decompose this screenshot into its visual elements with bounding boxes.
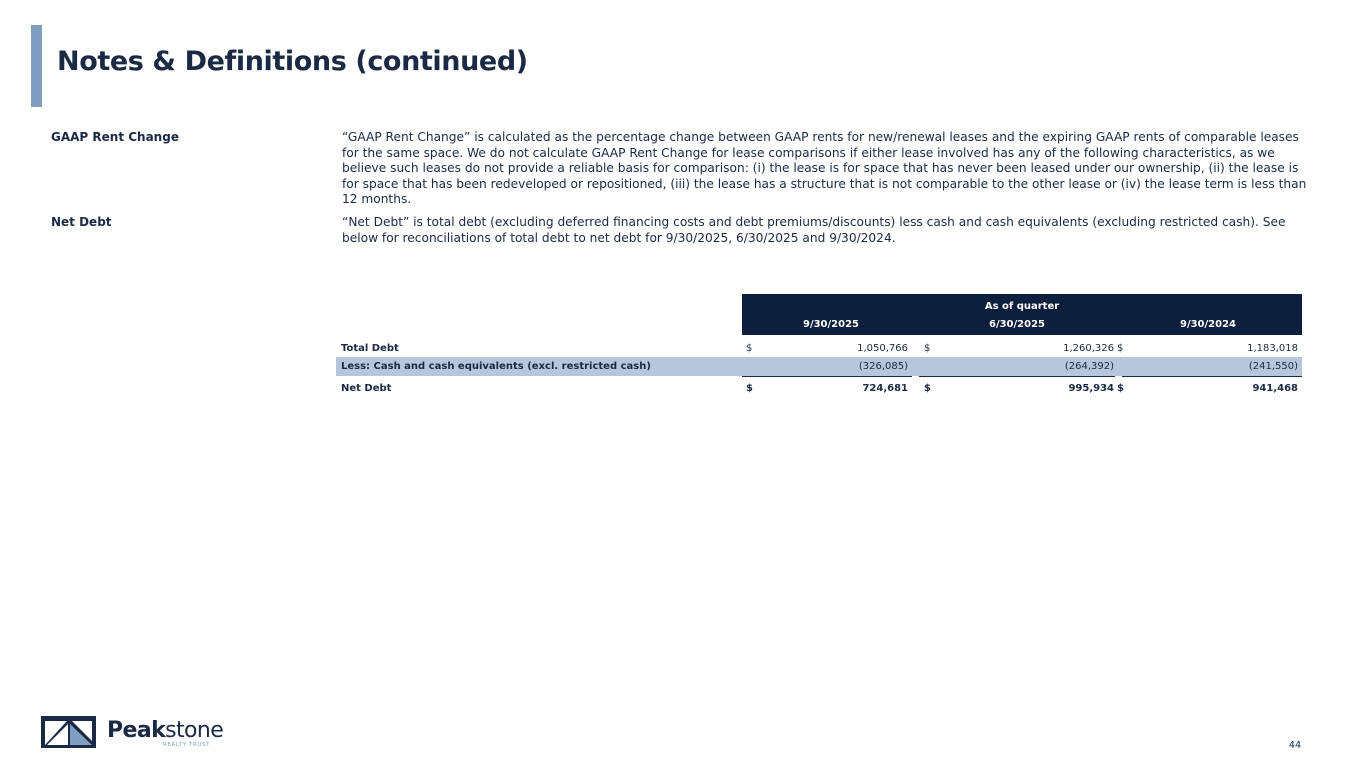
currency-symbol: $ bbox=[746, 383, 753, 394]
table-cell: 724,681 bbox=[862, 383, 908, 394]
table-header bbox=[742, 294, 1302, 335]
table-cell: (326,085) bbox=[858, 361, 908, 372]
column-header: 9/30/2024 bbox=[1179, 319, 1236, 330]
peakstone-mountain-icon bbox=[41, 716, 96, 748]
logo-tagline: REALTY TRUST bbox=[163, 742, 211, 748]
table-cell: 1,183,018 bbox=[1247, 343, 1298, 354]
table-row-net-debt bbox=[336, 379, 1302, 398]
definition-term: GAAP Rent Change bbox=[51, 130, 179, 144]
definition-text: “GAAP Rent Change” is calculated as the percentage change between GAAP rents for new/renewal leases and the expiring GAAP rents of comparable leases for the same space. We do not calculate GAAP Rent Change for lease comparisons if either lease involved has any of the following characteristics, as we believe such leases do not provide a reliable basis for comparison: (i) the lease is for space that has never been leased under our ownership, (ii) the lease is for space that has been redeveloped or repositioned, (iii) the lease has a structure that is not comparable to the other lease or (iv) the lease term is less than 12 months. bbox=[342, 130, 1307, 206]
title-accent-bar bbox=[31, 25, 42, 107]
table-cell: 1,050,766 bbox=[857, 343, 908, 354]
subtotal-rule bbox=[742, 376, 912, 377]
row-label: Total Debt bbox=[341, 343, 399, 354]
row-label: Less: Cash and cash equivalents (excl. restricted cash) bbox=[341, 361, 651, 372]
page-title: Notes & Definitions (continued) bbox=[57, 46, 528, 77]
table-cell: (264,392) bbox=[1064, 361, 1114, 372]
table-cell: (241,550) bbox=[1248, 361, 1298, 372]
table-group-header: As of quarter bbox=[984, 301, 1060, 312]
table-cell: 941,468 bbox=[1252, 383, 1298, 394]
currency-symbol: $ bbox=[924, 343, 931, 354]
table-row-less-cash bbox=[336, 357, 1302, 376]
currency-symbol: $ bbox=[746, 343, 753, 354]
subtotal-rule bbox=[1122, 376, 1302, 377]
subtotal-rule bbox=[919, 376, 1115, 377]
page-number: 44 bbox=[1288, 740, 1301, 751]
logo-wordmark-bold: Peak bbox=[107, 718, 166, 743]
column-header: 9/30/2025 bbox=[802, 319, 859, 330]
logo-wordmark-light: stone bbox=[165, 718, 224, 743]
table-cell: 995,934 bbox=[1068, 383, 1114, 394]
currency-symbol: $ bbox=[1117, 383, 1124, 394]
table-cell: 1,260,326 bbox=[1063, 343, 1114, 354]
definition-term: Net Debt bbox=[51, 215, 112, 229]
row-label: Net Debt bbox=[341, 383, 392, 394]
table-row-total-debt bbox=[336, 339, 1302, 358]
definition-text: “Net Debt” is total debt (excluding deferred financing costs and debt premiums/discounts) less cash and cash equivalents (excluding restricted cash). See below for reconciliations of total debt to net debt for 9/30/2025, 6/30/2025 and 9/30/2024. bbox=[342, 215, 1286, 245]
peakstone-logo bbox=[41, 716, 224, 750]
currency-symbol: $ bbox=[924, 383, 931, 394]
logo-wordmark bbox=[107, 718, 223, 743]
currency-symbol: $ bbox=[1117, 343, 1124, 354]
column-header: 6/30/2025 bbox=[988, 319, 1045, 330]
